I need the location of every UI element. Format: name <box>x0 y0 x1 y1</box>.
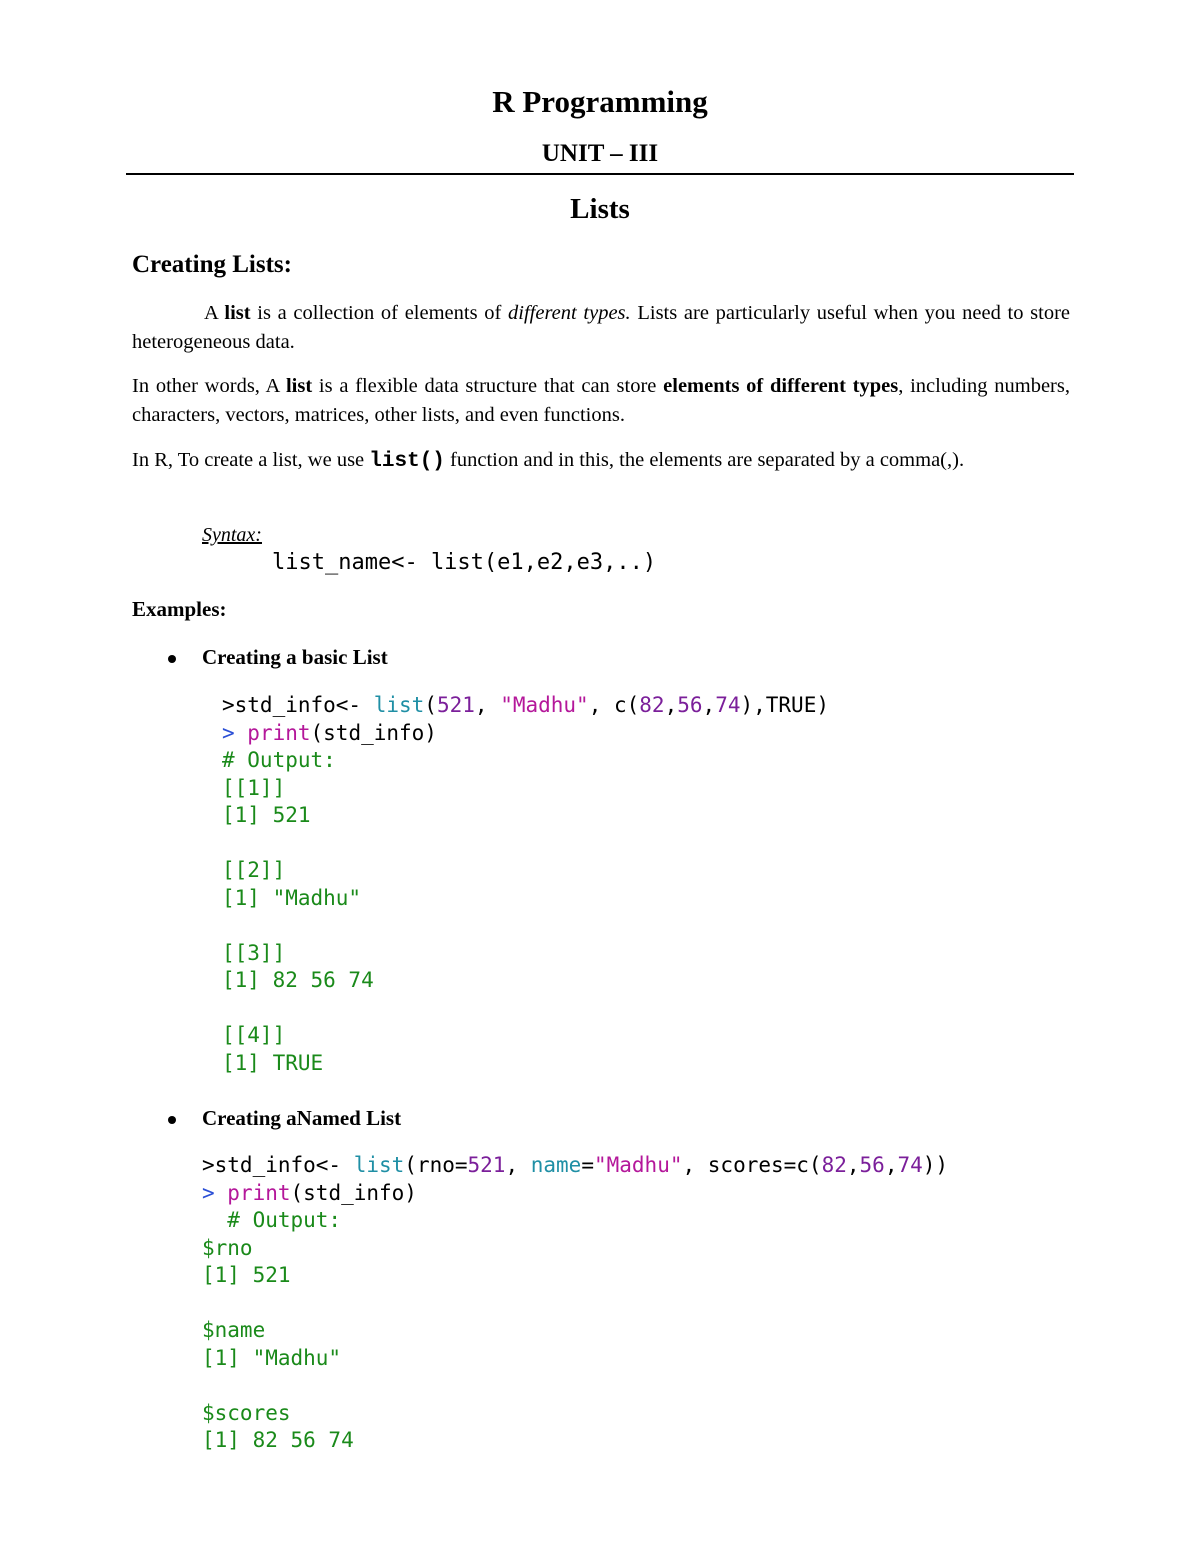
output-line: # Output: <box>222 748 336 772</box>
output-line: [[1]] <box>222 775 286 800</box>
course-title: R Programming <box>492 84 708 119</box>
output-line: [[2]] <box>222 858 286 882</box>
code-block-named <box>202 1152 948 1455</box>
syntax-label: Syntax: <box>202 524 262 546</box>
unit-title: UNIT – III <box>541 140 659 167</box>
paragraph-other-words: In other words, A list is a flexible data structure that can store elements of different types, including numbers, characters, vectors, matrices, other lists, and even functions. <box>132 375 1070 426</box>
output-line: $name <box>202 1318 266 1342</box>
section-heading: Creating Lists: <box>132 251 292 278</box>
output-line: [1] 521 <box>202 1263 291 1287</box>
paragraph-definition: A list is a collection of elements of different types. Lists are particularly useful when you need to store heterogeneous data. <box>132 302 1070 353</box>
code-line: > print(std_info) <box>222 720 437 745</box>
output-line: [1] 82 56 74 <box>222 968 374 992</box>
output-line: [1] TRUE <box>222 1050 324 1075</box>
examples-heading: Examples: <box>132 597 227 621</box>
output-line: [1] "Madhu" <box>202 1345 342 1370</box>
syntax-code: list_name<- list(e1,e2,e3,..) <box>272 550 657 575</box>
output-line: # Output: <box>202 1208 342 1232</box>
code-line: >std_info<- list(rno=521, name="Madhu", scores=c(82,56,74)) <box>202 1153 949 1177</box>
output-line: $rno <box>202 1235 253 1260</box>
output-line: [1] 521 <box>222 803 311 827</box>
paragraph-create-list: In R, To create a list, we use list() function and in this, the elements are separated by a comma(,). <box>132 449 965 473</box>
code-block-basic <box>222 692 829 1077</box>
bullet-basic-list: Creating a basic List <box>202 645 388 669</box>
title-divider <box>126 173 1074 175</box>
output-line: [[3]] <box>222 940 286 965</box>
topic-title: Lists <box>570 193 630 225</box>
output-line: [1] 82 56 74 <box>202 1428 354 1452</box>
output-line: $scores <box>202 1400 291 1425</box>
bullet-named-list: Creating aNamed List <box>202 1106 402 1130</box>
code-line: > print(std_info) <box>202 1180 417 1205</box>
code-line: >std_info<- list(521, "Madhu", c(82,56,74),TRUE) <box>222 693 829 717</box>
output-line: [[4]] <box>222 1023 286 1047</box>
output-line: [1] "Madhu" <box>222 885 362 910</box>
